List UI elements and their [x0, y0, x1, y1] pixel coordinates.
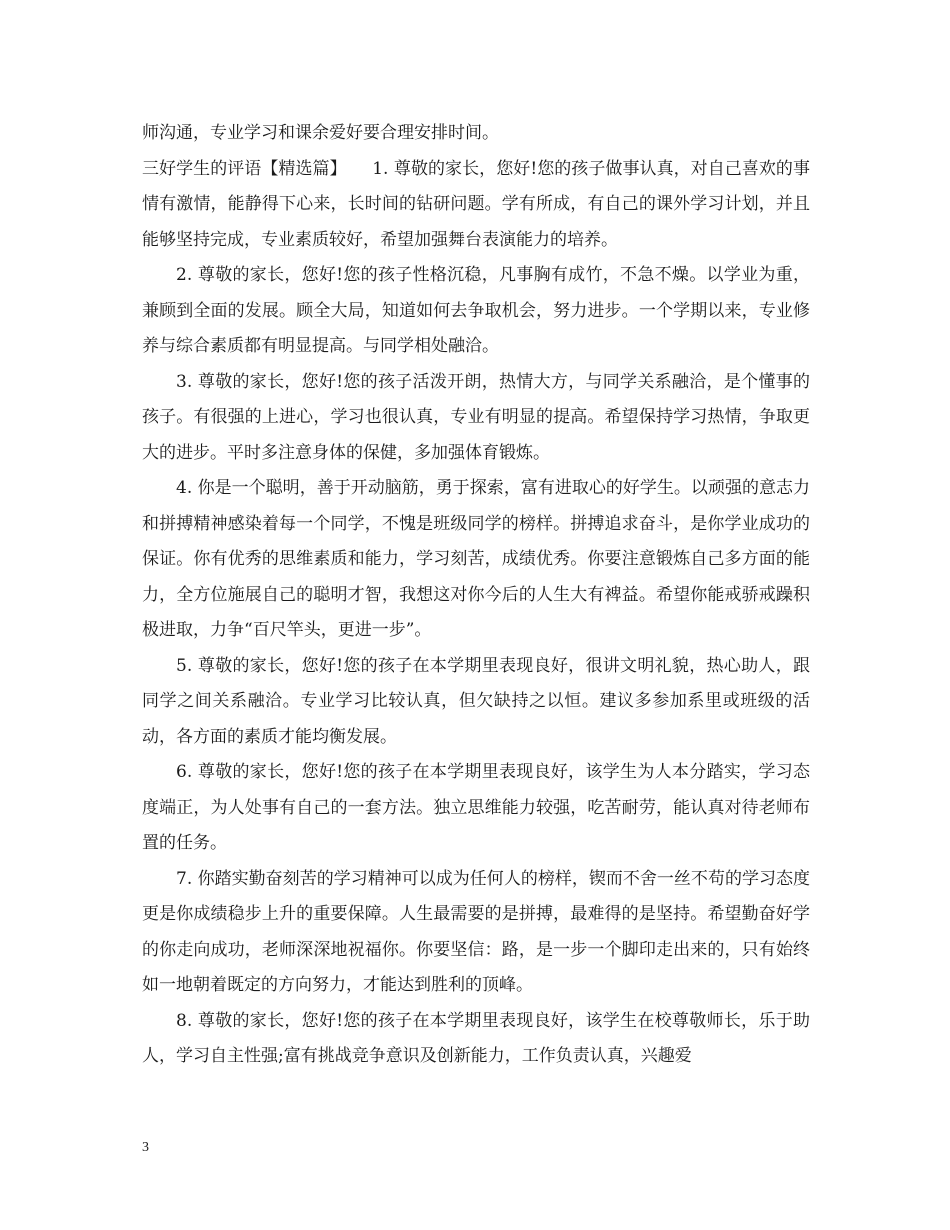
paragraph-item-4: 4. 你是一个聪明，善于开动脑筋，勇于探索，富有进取心的好学生。以顽强的意志力和拼搏精神感染着每一个同学，不愧是班级同学的榜样。拼搏追求奋斗，是你学业成功的保证。你有优秀的思维素质和能力，学习刻苦，成绩优秀。你要注意锻炼自己多方面的能力，全方位施展自己的聪明才智，我想这对你今后的人生大有裨益。希望你能戒骄戒躁积极进取，力争“百尺竿头，更进一步”。	[142, 478, 810, 640]
paragraph-item-7: 7. 你踏实勤奋刻苦的学习精神可以成为任何人的榜样，锲而不舍一丝不苟的学习态度更是你成绩稳步上升的重要保障。人生最需要的是拼搏，最难得的是坚持。希望勤奋好学的你走向成功，老师深深地祝福你。你要坚信：路，是一步一个脚印走出来的，只有始终如一地朝着既定的方向努力，才能达到胜利的顶峰。	[142, 868, 810, 995]
paragraph-item-8: 8. 尊敬的家长，您好!您的孩子在本学期里表现良好，该学生在校尊敬师长，乐于助人，学习自主性强;富有挑战竞争意识及创新能力，工作负责认真，兴趣爱	[142, 1010, 810, 1066]
paragraph-continuation: 师沟通，专业学习和课余爱好要合理安排时间。	[142, 123, 499, 143]
paragraph-section-heading: 三好学生的评语【精选篇】 1. 尊敬的家长，您好!您的孩子做事认真，对自己喜欢的事情有激情，能静得下心来，长时间的钻研问题。学有所成，有自己的课外学习计划，并且能够坚持完成，专业素质较好，希望加强舞台表演能力的培养。	[142, 158, 810, 250]
paragraph-item-3: 3. 尊敬的家长，您好!您的孩子活泼开朗，热情大方，与同学关系融洽，是个懂事的孩子。有很强的上进心，学习也很认真，专业有明显的提高。希望保持学习热情，争取更大的进步。平时多注意身体的保健，多加强体育锻炼。	[142, 371, 810, 463]
paragraph-item-5: 5. 尊敬的家长，您好!您的孩子在本学期里表现良好，很讲文明礼貌，热心助人，跟同学之间关系融洽。专业学习比较认真，但欠缺持之以恒。建议多参加系里或班级的活动，各方面的素质才能均衡发展。	[142, 655, 810, 747]
page-number: 3	[142, 1140, 149, 1155]
paragraph-item-6: 6. 尊敬的家长，您好!您的孩子在本学期里表现良好，该学生为人本分踏实，学习态度端正，为人处事有自己的一套方法。独立思维能力较强，吃苦耐劳，能认真对待老师布置的任务。	[142, 762, 810, 853]
document-body	[142, 116, 810, 1075]
paragraph-item-2: 2. 尊敬的家长，您好!您的孩子性格沉稳，凡事胸有成竹，不急不燥。以学业为重，兼顾到全面的发展。顾全大局，知道如何去争取机会，努力进步。一个学期以来，专业修养与综合素质都有明显提高。与同学相处融洽。	[142, 265, 810, 356]
